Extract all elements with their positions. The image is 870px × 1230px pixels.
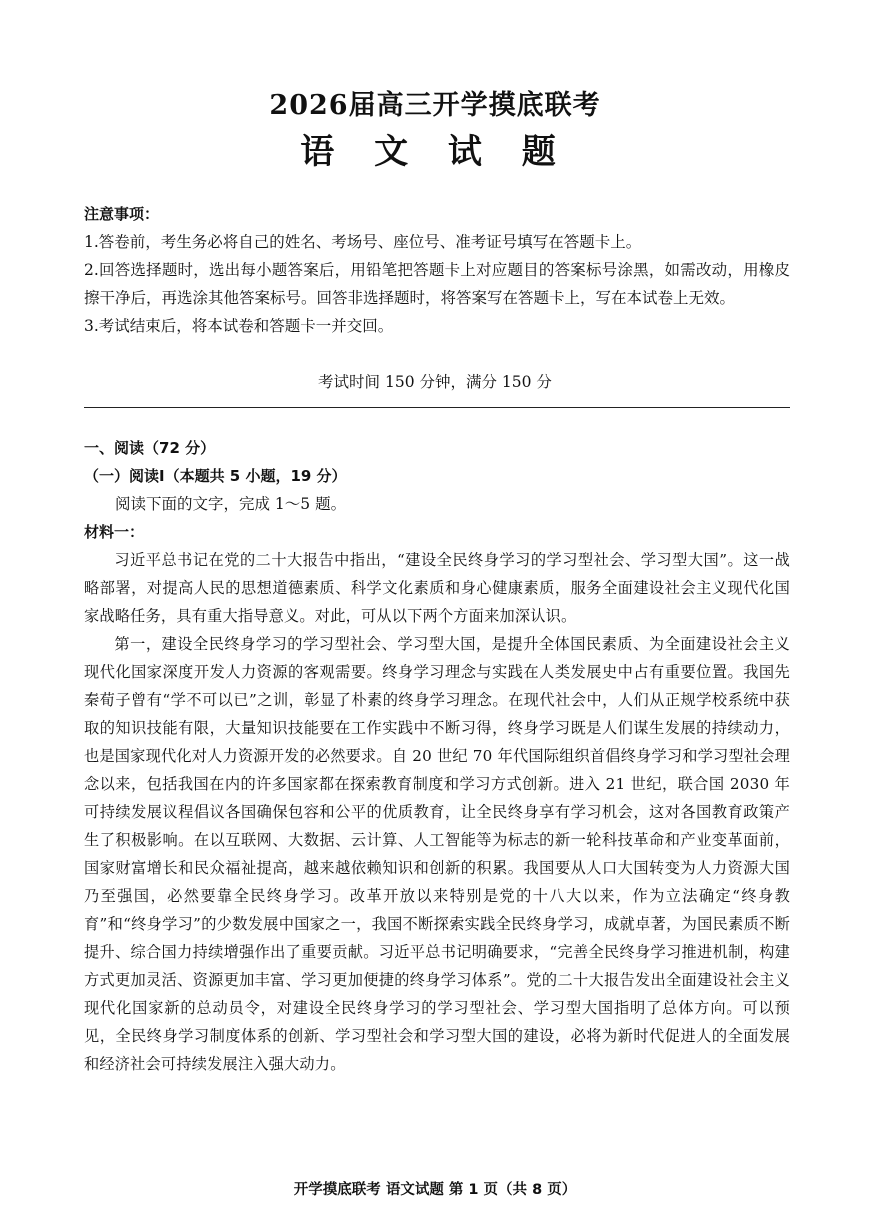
subject-title: 语 文 试 题 [300,132,570,172]
notice-item-1: 1.答卷前，考生务必将自己的姓名、考场号、座位号、准考证号填写在答题卡上。 [84,233,642,251]
page-footer: 开学摸底联考 语文试题 第 1 页（共 8 页） [293,1182,577,1198]
material-heading: 材料一： [84,523,145,541]
exam-title: 2026届高三开学摸底联考 [269,90,601,121]
material-paragraph-1: 习近平总书记在党的二十大报告中指出，“建设全民终身学习的学习型社会、学习型大国”。这一战略部署，对提高人民的思想道德素质、科学文化素质和身心健康素质，服务全面建设社会主义现代化国家战略任务，具有重大指导意义。对此，可从以下两个方面来加深认识。 [84,551,790,625]
exam-time-line: 考试时间 150 分钟，满分 150 分 [318,373,552,391]
notice-item-2: 2.回答选择题时，选出每小题答案后，用铅笔把答题卡上对应题目的答案标号涂黑，如需改动，用橡皮擦干净后，再选涂其他答案标号。回答非选择题时，将答案写在答题卡上，写在本试卷上无效。 [84,261,790,307]
notice-heading: 注意事项： [84,205,160,223]
reading-instruction: 阅读下面的文字，完成 1～5 题。 [115,495,347,513]
material-paragraph-2: 第一，建设全民终身学习的学习型社会、学习型大国，是提升全体国民素质、为全面建设社会主义现代化国家深度开发人力资源的客观需要。终身学习理念与实践在人类发展史中占有重要位置。我国先秦荀子曾有“学不可以已”之训，彰显了朴素的终身学习理念。在现代社会中，人们从正规学校系统中获取的知识技能有限，大量知识技能要在工作实践中不断习得，终身学习既是人们谋生发展的持续动力，也是国家现代化对人力资源开发的必然要求。自 20 世纪 70 年代国际组织首倡终身学习和学习型社会理念以来，包括我国在内的许多国家都在探索教育制度和学习方式创新。进入 21 世纪，联合国 2030 年可持续发展议程倡议各国确保包容和公平的优质教育，让全民终身享有学习机会，这对各国教育政策产生了积极影响。在以互联网、大数据、云计算、人工智能等为标志的新一轮科技革命和产业变革面前，国家财富增长和民众福祉提高，越来越依赖知识和创新的积累。我国要从人口大国转变为人力资源大国乃至强国，必然要靠全民终身学习。改革开放以来特别是党的十八大以来，作为立法确定“终身教育”和“终身学习”的少数发展中国家之一，我国不断探索实践全民终身学习，成就卓著，为国民素质不断提升、综合国力持续增强作出了重要贡献。习近平总书记明确要求，“完善全民终身学习推进机制，构建方式更加灵活、资源更加丰富、学习更加便捷的终身学习体系”。党的二十大报告发出全面建设社会主义现代化国家新的总动员令，对建设全民终身学习的学习型社会、学习型大国指明了总体方向。可以预见，全民终身学习制度体系的创新、学习型社会和学习型大国的建设，必将为新时代促进人的全面发展和经济社会可持续发展注入强大动力。 [84,635,790,1073]
section-heading: 一、阅读（72 分） [84,439,216,457]
header-divider [84,407,790,408]
subsection-heading: （一）阅读Ⅰ（本题共 5 小题，19 分） [84,467,347,485]
reading-section [84,434,790,1078]
notice-block [84,200,790,340]
notice-item-3: 3.考试结束后，将本试卷和答题卡一并交回。 [84,317,394,335]
